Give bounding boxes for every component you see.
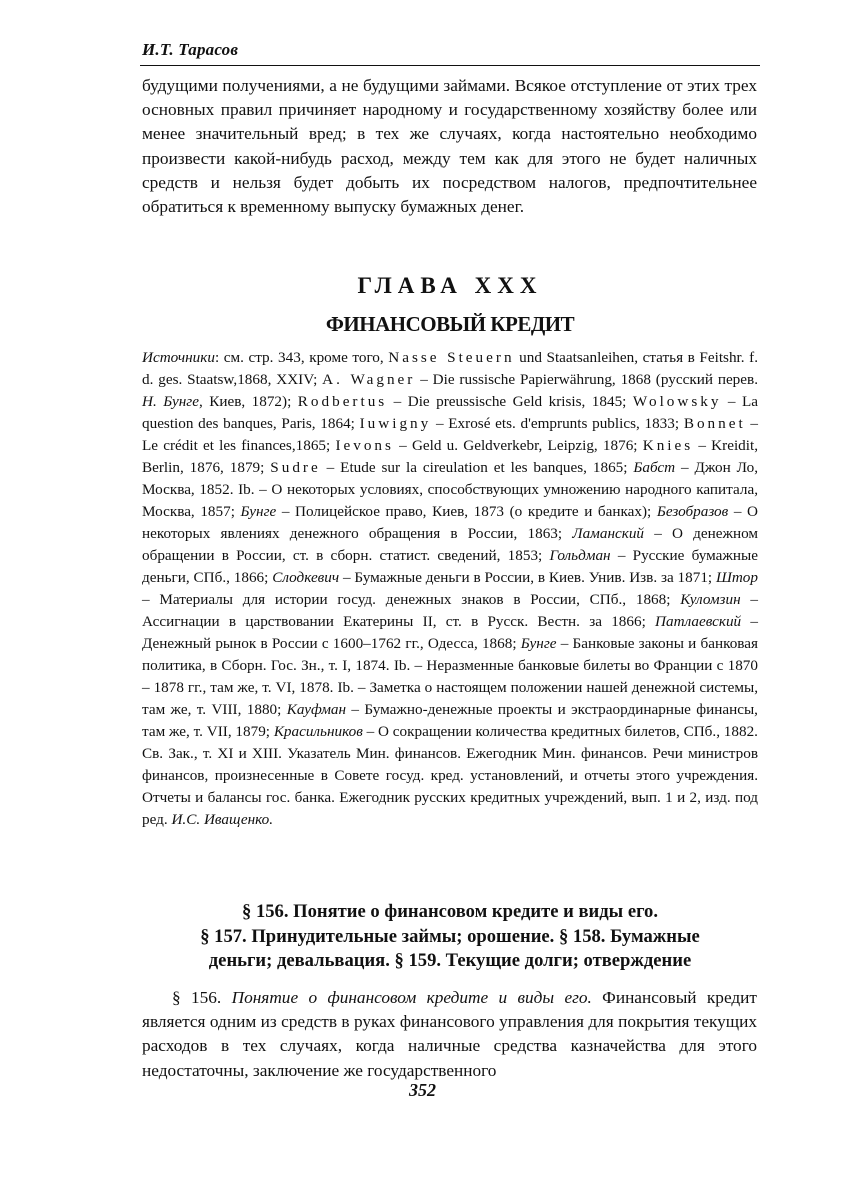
source-author: Штор [715,569,758,586]
source-author: Ievons [335,437,394,454]
source-text: – Le crédit et les finances,1865; [142,415,758,454]
source-author: Красильников [273,723,363,740]
source-author: Ламанский [572,525,645,542]
source-text: : см. стр. 343, кроме того, [214,349,389,366]
source-author: Iuwigny [359,415,432,432]
source-text: und Staatsanleihen, статья в Feitshr. f. d. ges. Staatsw,1868, XXIV; [142,349,758,388]
source-author: Кауфман [286,701,347,718]
source-author: Бунге [520,635,557,652]
sources-label: Источники [142,349,215,366]
source-text: – Полицейское право, Киев, 1873 (о кредите и банках); [276,503,657,520]
source-text: – Exrosé ets. d'emprunts publics, 1833; [431,415,684,432]
source-text: – Джон Ло, Москва, 1852. Ib. – О некоторых условиях, способствующих умножению народного капитала, Москва, 1857; [142,459,758,520]
section-label: § 156. [172,988,222,1007]
running-head: И.Т. Тарасов [142,40,239,59]
source-text: , Киев, 1872); [198,393,298,410]
source-text: – Банковые законы и банковая политика, в Сборн. Гос. Зн., т. I, 1874. Ib. – Неразменные банковые билеты во Франции с 1870 – 1878 гг., там же, т. VI, 1878. Ib. – Заметка о настоящем положении нашей денежной системы, там же, т. VIII, 1880; [142,635,758,718]
source-text: – Бумажные деньги в России, в Киев. Унив. Изв. за 1871; [339,569,716,586]
source-author: Бунге [240,503,277,520]
source-author: Nasse Steuern [388,349,515,366]
header-rule [140,65,760,66]
source-author: Н. Бунге [142,393,199,410]
source-author: И.С. Иващенко. [171,811,274,828]
source-text: – Материалы для истории госуд. денежных знаков в России, СПб., 1868; [142,591,681,608]
source-text: – О денежном обращении в России, ст. в сборн. статист. сведений, 1853; [142,525,758,564]
source-author: Патлаевский [655,613,742,630]
section-heading-line: § 156. Понятие о финансовом кредите и виды его. [242,901,658,922]
source-author: Knies [642,437,694,454]
source-text: – Денежный рынок в России с 1600–1762 гг., Одесса, 1868; [142,613,758,652]
chapter-title: ФИНАНСОВЫЙ КРЕДИТ [325,312,575,336]
source-author: A. Wagner [322,371,416,388]
page-number: 352 [409,1080,436,1100]
paragraph-156 [142,986,757,1083]
source-text: – Die russische Papierwährung, 1868 (русский перев. [415,371,758,388]
source-text: – О некоторых явлениях денежного обращения в России, 1863; [142,503,758,542]
source-author: Безобразов [656,503,729,520]
source-text: – Etude sur la cireulation et les banques, 1865; [320,459,634,476]
section-headings [140,900,760,974]
section-heading-line: деньги; девальвация. § 159. Текущие долги; отверждение [208,950,692,971]
source-text: – Geld u. Geldverkebr, Leipzig, 1876; [393,437,643,454]
source-text: – Kreidit, Berlin, 1876, 1879; [142,437,758,476]
source-text: – Русские бумажные деньги, СПб., 1866; [142,547,758,586]
section-italic-title: Понятие о финансовом кредите и виды его. [231,988,592,1007]
paragraph-text: Финансовый кредит является одним из средств в руках финансового управления для покрытия текущих расходов в тех случаях, когда наличные средства казначейства для этого недостаточны, заключение же государственного [142,988,757,1080]
source-text: – О сокращении количества кредитных билетов, СПб., 1882. Св. Зак., т. XI и XIII. Указатель Мин. финансов. Ежегодник Мин. финансов. Речи министров финансов, произнесенные в Совете госуд. кред. установлений, и отчеты этого учреждения. Отчеты и балансы гос. банка. Ежегодник русских кредитных учреждений, вып. 1 и 2, изд. под ред. [142,723,758,828]
source-author: Куломзин [680,591,741,608]
source-text: – Бумажно-денежные проекты и экстраординарные финансы, там же, т. VII, 1879; [142,701,758,740]
source-text: – Ассигнации в царствовании Екатерины II, ст. в Русск. Вестн. за 1866; [142,591,758,630]
source-author: Бабст [633,459,676,476]
source-author: Слодкевич [272,569,340,586]
source-author: Sudre [270,459,321,476]
source-author: Bonnet [683,415,746,432]
chapter-number: ГЛАВА XXX [357,273,543,298]
intro-paragraph: будущими получениями, а не будущими займами. Всякое отступление от этих трех основных правил причиняет народному и государственному хозяйству более или менее значительный вред; в тех же случаях, когда настоятельно необходимо произвести какой-нибудь расход, между тем как для этого не будет наличных средств и нельзя будет добыть их посредством налогов, предпочтительнее обратиться к временному выпуску бумажных денег. [142,76,757,217]
source-author: Rodbertus [297,393,388,410]
source-text: – La question des banques, Paris, 1864; [142,393,759,432]
source-author: Wolowsky [632,393,722,410]
section-heading-line: § 157. Принудительные займы; орошение. § 158. Бумажные [200,925,700,947]
source-text: – Die preussische Geld krisis, 1845; [387,393,633,410]
source-author: Гольдман [549,547,611,564]
sources-list [142,347,758,831]
